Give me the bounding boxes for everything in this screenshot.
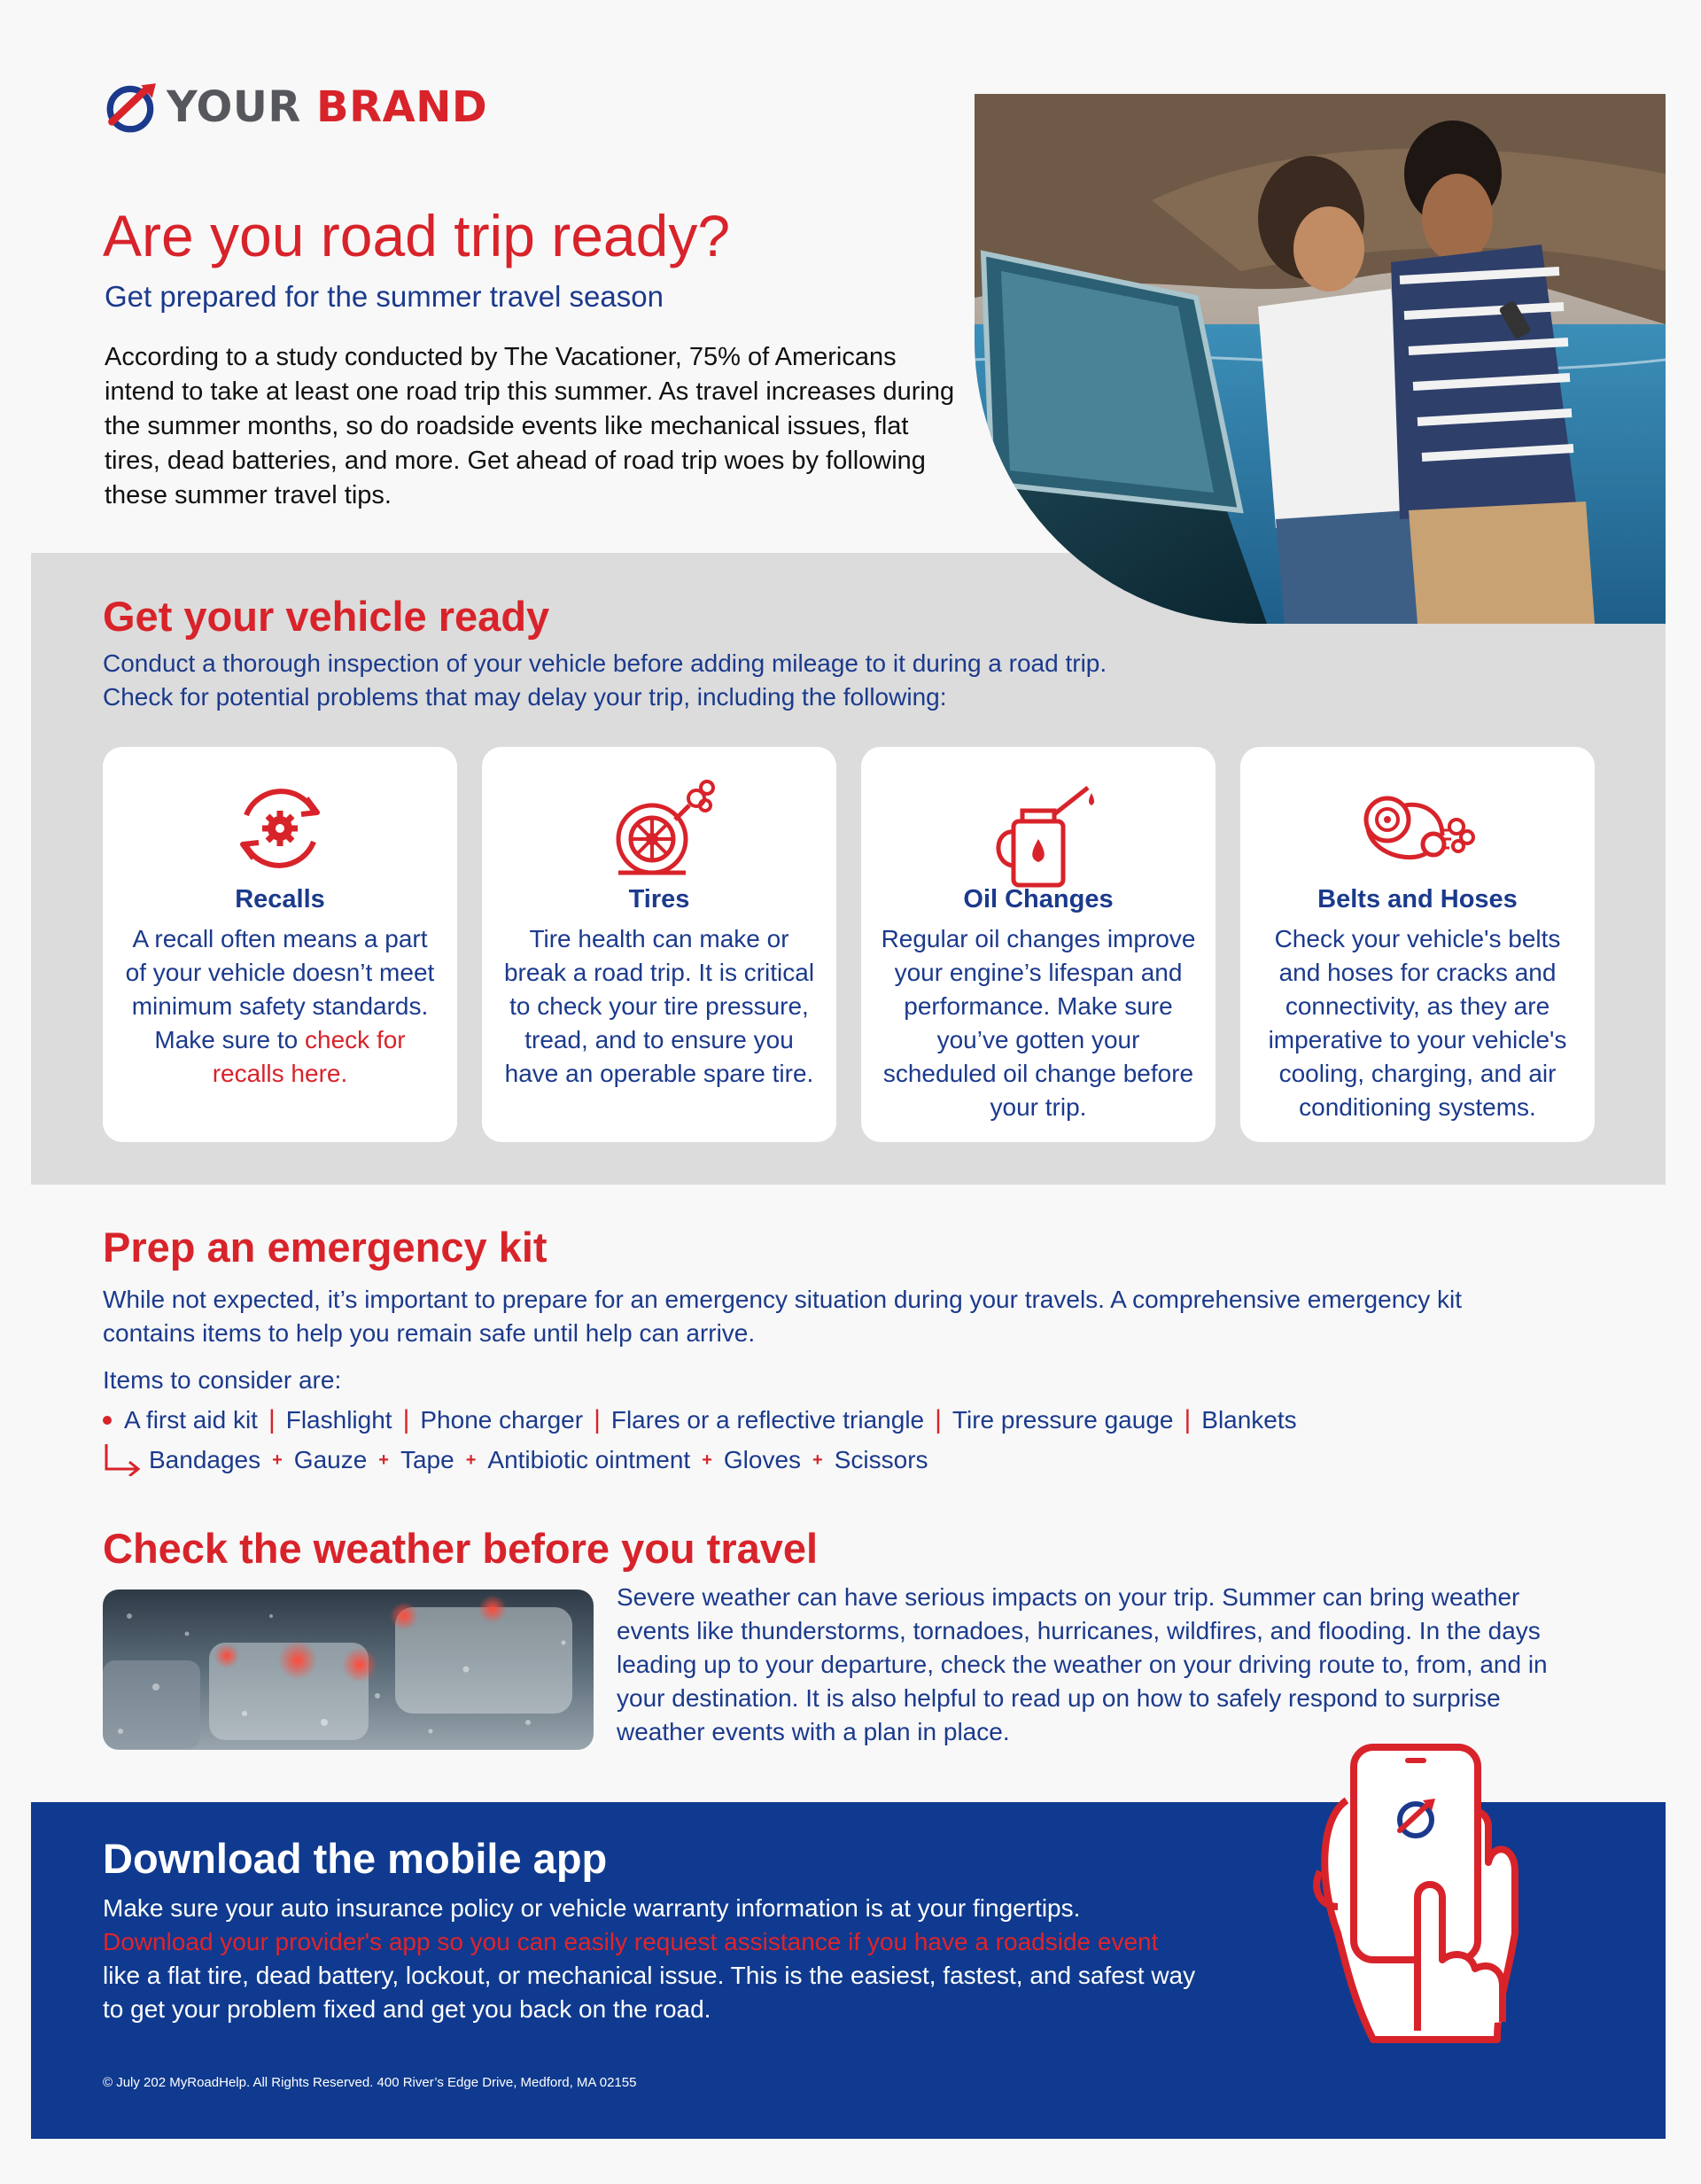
list-item: Flashlight — [285, 1406, 392, 1434]
card-recalls — [103, 747, 457, 1142]
check-recalls-link[interactable]: check for recalls here. — [212, 1026, 406, 1087]
list-item: Gauze — [293, 1446, 368, 1473]
vehicle-section-intro: Conduct a thorough inspection of your vehicle before adding mileage to it during a road trip. Check for potential problems that may delay your trip, including the following: — [103, 649, 1107, 711]
kit-consider-label: Items to consider are: — [103, 1366, 342, 1394]
hand-phone-icon — [1302, 1738, 1524, 2057]
kit-items-list: A first aid kit | Flashlight | Phone charger | Flares or a reflective triangle | Tire pressure gauge | Blankets — [103, 1405, 1297, 1435]
card-oil-changes — [861, 747, 1216, 1142]
brand-name-part2: BRAND — [316, 82, 488, 132]
list-item: Phone charger — [420, 1406, 584, 1434]
card-tires-title: Tires — [628, 885, 690, 913]
section-title-vehicle: Get your vehicle ready — [103, 593, 550, 640]
card-recalls-title: Recalls — [235, 885, 325, 913]
weather-section-text: Severe weather can have serious impacts on your trip. Summer can bring weather events like thunderstorms, tornadoes, hurricanes, wildfires, and flooding. In the days leading up to your departure, check the weather on your driving route to, from, and in your destination. It is also helpful to read up on how to safely respond to surprise weather events with a plan in place. — [617, 1583, 1548, 1745]
brand-logo-icon — [105, 80, 159, 135]
belts-hoses-icon — [1355, 766, 1480, 890]
list-item: Bandages — [149, 1446, 261, 1473]
card-belts-hoses — [1240, 747, 1595, 1142]
section-title-app: Download the mobile app — [103, 1835, 608, 1882]
list-item: Tape — [400, 1446, 454, 1473]
card-tires — [482, 747, 836, 1142]
intro-paragraph: According to a study conducted by The Vacationer, 75% of Americans intend to take at least one road trip this summer. As travel increases during the summer months, so do roadside events like mechanical issues, flat tires, dead batteries, and more. Get ahead of road trip woes by following these summer travel tips. — [105, 343, 955, 509]
section-title-weather: Check the weather before you travel — [103, 1525, 819, 1572]
list-item: Tire pressure gauge — [951, 1406, 1174, 1434]
recall-gear-icon — [218, 766, 342, 890]
list-item: Antibiotic ointment — [487, 1446, 691, 1473]
page-title: Are you road trip ready? — [103, 203, 731, 268]
card-belts-text: Check your vehicle's belts and hoses for cracks and connectivity, as they are imperative to your vehicle's cooling, charging, and air conditioning systems. — [1268, 925, 1567, 1121]
card-recalls-body: A recall often means a part of your vehicle doesn’t meet minimum safety standards. Make sure to — [125, 925, 435, 1053]
tire-icon — [597, 766, 721, 890]
branch-arrow-icon — [103, 1444, 144, 1476]
card-recalls-text — [119, 922, 441, 1091]
hero-photo-couple-by-car — [975, 94, 1666, 624]
app-text-part2: like a flat tire, dead battery, lockout, or mechanical issue. This is the easiest, fastest, and safest way to get your problem fixed and get you back on the road. — [103, 1962, 1196, 2023]
app-text-highlight: Download your provider's app so you can easily request assistance if you have a roadside event — [103, 1928, 1159, 1955]
oil-can-icon — [976, 766, 1100, 890]
list-item: Blankets — [1201, 1406, 1297, 1434]
section-title-kit: Prep an emergency kit — [103, 1224, 548, 1271]
list-item: Scissors — [834, 1446, 928, 1473]
list-item: A first aid kit — [124, 1406, 258, 1434]
card-tires-text: Tire health can make or break a road trip. It is critical to check your tire pressure, tread, and to ensure you have an operable spare tire. — [503, 925, 815, 1087]
brand-logo — [105, 80, 487, 135]
brand-name-part1: YOUR — [167, 82, 301, 132]
rainy-windshield-photo — [103, 1589, 594, 1750]
page-subtitle: Get prepared for the summer travel season — [105, 280, 664, 313]
card-belts-title: Belts and Hoses — [1317, 885, 1518, 913]
bullet-icon — [103, 1416, 112, 1425]
app-section-text — [103, 1892, 1219, 2026]
first-aid-items-list: Bandages + Gauze + Tape + Antibiotic ointment + Gloves + Scissors — [103, 1444, 928, 1476]
list-item: Gloves — [723, 1446, 802, 1473]
kit-section-intro: While not expected, it’s important to prepare for an emergency situation during your travels. A comprehensive emergency kit contains items to help you remain safe until help can arrive. — [103, 1286, 1463, 1347]
card-oil-title: Oil Changes — [963, 885, 1114, 913]
footer-copyright: © July 202 MyRoadHelp. All Rights Reserved. 400 River’s Edge Drive, Medford, MA 02155 — [103, 2075, 637, 2090]
app-text-part1: Make sure your auto insurance policy or vehicle warranty information is at your fingertips. — [103, 1894, 1081, 1922]
card-oil-text: Regular oil changes improve your engine’s lifespan and performance. Make sure you’ve gotten your scheduled oil change before your trip. — [881, 925, 1196, 1121]
list-item: Flares or a reflective triangle — [610, 1406, 925, 1434]
